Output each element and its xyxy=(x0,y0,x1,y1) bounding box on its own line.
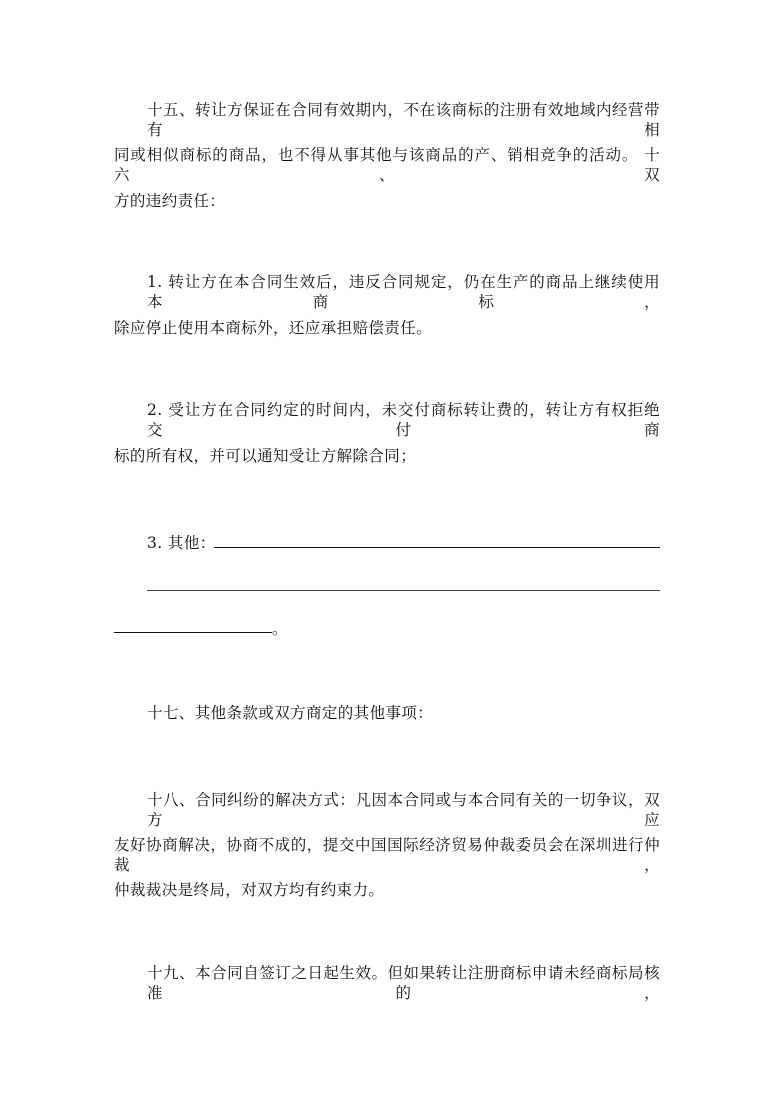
clause-16-item-1-line-1: 1. 转让方在本合同生效后，违反合同规定，仍在生产的商品上继续使用本商标， xyxy=(147,273,660,311)
clause-18-line-3: 仲裁裁决是终局，对双方均有约束力。 xyxy=(114,881,385,899)
clause-17: 十七、其他条款或双方商定的其他事项： xyxy=(147,704,434,722)
clause-19-line-1: 十九、本合同自签订之日起生效。但如果转让注册商标申请未经商标局核准的， xyxy=(147,964,660,1002)
clause-16-heading: 方的违约责任： xyxy=(114,192,226,210)
clause-16-item-3-label: 3. 其他： xyxy=(147,534,216,552)
clause-16-item-2-line-1: 2. 受让方在合同约定的时间内，未交付商标转让费的，转让方有权拒绝交付商 xyxy=(147,401,660,439)
clause-15-line-1: 十五、转让方保证在合同有效期内，不在该商标的注册有效地域内经营带有相 xyxy=(147,101,660,139)
clause-16-item-3-end-mark: 。 xyxy=(272,620,288,638)
clause-16-item-2-line-2: 标的所有权，并可以通知受让方解除合同； xyxy=(114,447,417,465)
clause-18-line-1: 十八、合同纠纷的解决方式：凡因本合同或与本合同有关的一切争议，双方应 xyxy=(147,791,660,829)
clause-18-line-2: 友好协商解决，协商不成的，提交中国国际经济贸易仲裁委员会在深圳进行仲裁， xyxy=(114,836,660,874)
clause-15-line-2: 同或相似商标的商品，也不得从事其他与该商品的产、销相竞争的活动。 十六、双 xyxy=(114,146,660,184)
blank-line-1 xyxy=(214,547,660,548)
blank-line-2 xyxy=(147,590,660,591)
clause-16-item-1-line-2: 除应停止使用本商标外，还应承担赔偿责任。 xyxy=(114,319,433,337)
blank-line-3 xyxy=(114,632,272,633)
